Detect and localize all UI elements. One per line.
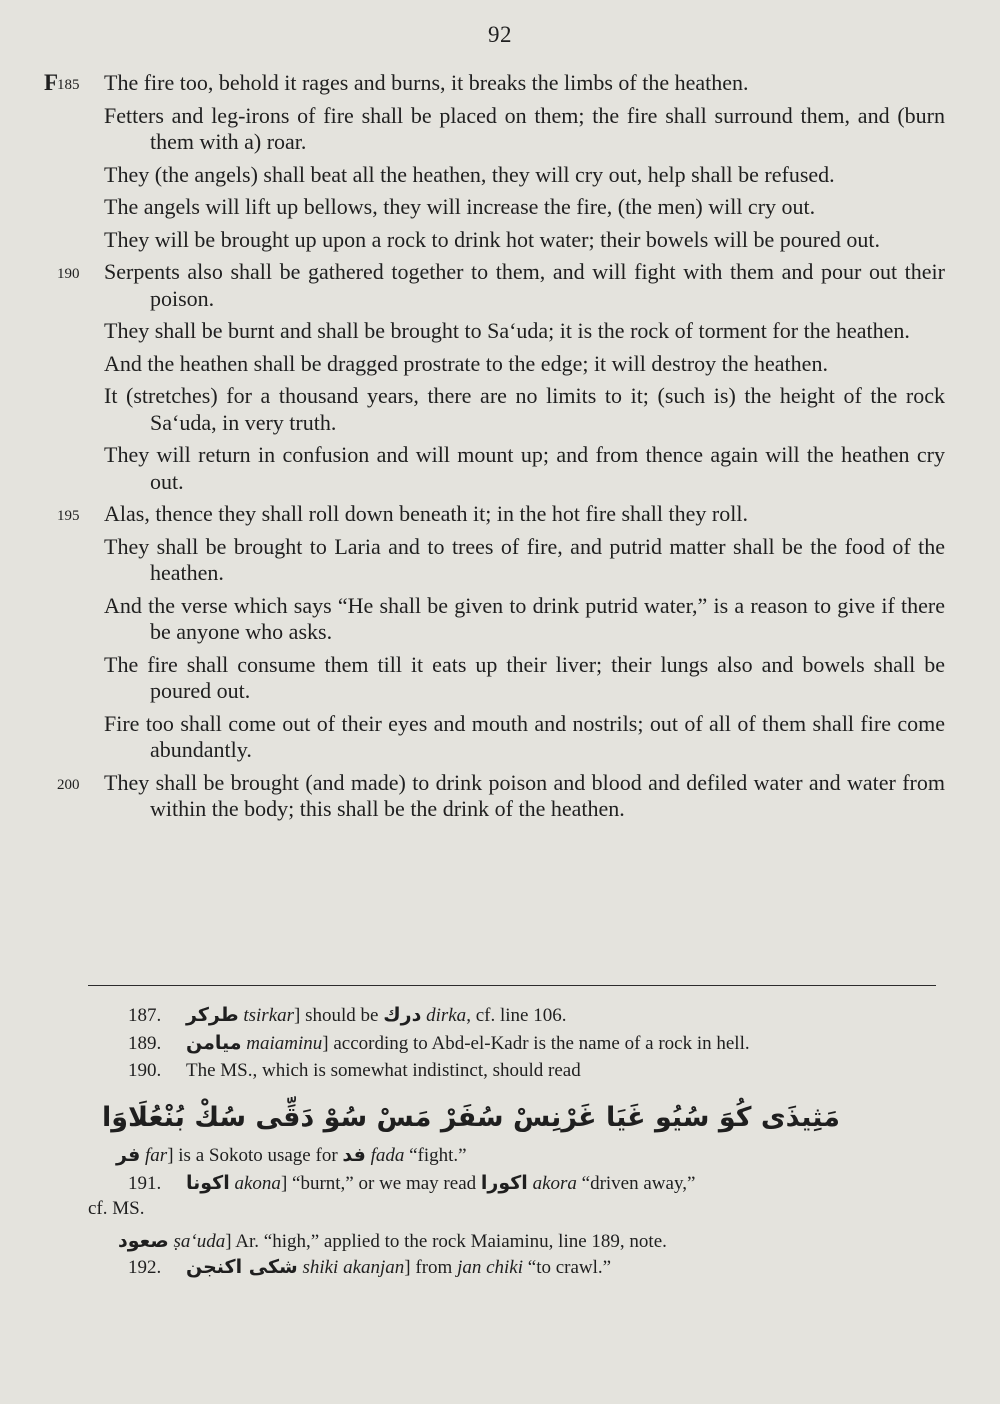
- verse-text: Alas, thence they shall roll down beneath it; in the hot fire shall they roll.: [104, 501, 748, 526]
- footnote-far: [116, 1144, 467, 1167]
- arabic-word: صعود: [118, 1230, 169, 1252]
- verse-line: [104, 194, 945, 221]
- footnote-192: [128, 1256, 611, 1279]
- line-number: 195: [57, 508, 80, 524]
- note-text: “driven away,”: [576, 1173, 696, 1194]
- ajami-reading: مَثِيذَى كُوَ سُيُو غَيَا غَرْنِسْ سُفَرْ مَسْ سُوْ دَقِّى سُكْ بُنْعُلَاوَا: [101, 1102, 840, 1133]
- verse-line: [104, 318, 945, 345]
- transliteration: akora: [532, 1173, 577, 1194]
- verse-line: [104, 592, 945, 646]
- arabic-word: اكورا: [480, 1172, 528, 1194]
- verse-text: Fetters and leg-irons of fire shall be placed on them; the fire shall surround them, and (burn them with a) roar.: [104, 102, 945, 154]
- note-number: 187.: [128, 1005, 162, 1026]
- arabic-word: فد: [342, 1144, 366, 1166]
- note-number: 189.: [128, 1033, 162, 1054]
- footnote-sauda: [118, 1230, 667, 1253]
- note-text: ] “burnt,” or we may read: [280, 1173, 481, 1194]
- note-text: “fight.”: [404, 1145, 467, 1166]
- note-text: , cf. line 106.: [466, 1005, 567, 1026]
- verse-text: They will return in confusion and will mount up; and from thence again will the heathen cry out.: [104, 442, 945, 494]
- transliteration: tsirkar: [243, 1005, 295, 1026]
- footnote-187: [128, 1004, 566, 1027]
- line-number: 190: [57, 266, 80, 282]
- arabic-word: طركر: [186, 1004, 239, 1026]
- footnote-cf-ms: cf. MS.: [88, 1198, 145, 1219]
- verse-line: [57, 259, 945, 312]
- transliteration: far: [145, 1145, 168, 1166]
- line-number: 185: [57, 77, 80, 93]
- signature-mark: F: [44, 70, 59, 95]
- transliteration: ṣa‘uda: [173, 1231, 226, 1252]
- note-text: “to crawl.”: [523, 1257, 612, 1278]
- verse-text: And the verse which says “He shall be given to drink putrid water,” is a reason to give if there be anyone who asks.: [104, 592, 945, 644]
- note-number: 190.: [128, 1060, 162, 1081]
- footnote-rule: [88, 985, 936, 986]
- verse-line: [104, 161, 945, 189]
- line-number: 200: [57, 776, 80, 793]
- verse-line: [57, 70, 945, 97]
- transliteration: fada: [370, 1145, 405, 1166]
- verse-text: They will be brought up upon a rock to drink hot water; their bowels will be poured out.: [104, 226, 880, 252]
- note-text: ] Ar. “high,” applied to the rock Maiaminu, line 189, note.: [225, 1231, 667, 1252]
- verse-line: [104, 651, 945, 705]
- note-text: ] should be: [294, 1005, 384, 1026]
- verse-text: And the heathen shall be dragged prostrate to the edge; it will destroy the heathen.: [104, 350, 828, 376]
- transliteration: dirka: [426, 1005, 467, 1026]
- arabic-word: فر: [116, 1144, 141, 1166]
- note-text: ] from: [404, 1257, 458, 1278]
- verse-text: The fire shall consume them till it eats up their liver; their lungs also and bowels shall be poured out.: [104, 651, 945, 703]
- note-text: The MS., which is somewhat indistinct, should read: [186, 1060, 581, 1081]
- note-text: ] is a Sokoto usage for: [167, 1145, 343, 1166]
- footnote-190: [128, 1060, 581, 1082]
- verse-line: [57, 769, 945, 823]
- verse-text: Fire too shall come out of their eyes and mouth and nostrils; out of all of them shall fire come abundantly.: [104, 710, 945, 762]
- verse-line: [104, 442, 945, 495]
- verse-list: [0, 70, 1000, 823]
- transliteration: akona: [234, 1173, 281, 1194]
- verse-line: [104, 533, 945, 587]
- footnote-191: [128, 1172, 695, 1195]
- arabic-word: اكونا: [186, 1172, 230, 1194]
- verse-line: [104, 710, 945, 764]
- transliteration: shiki akanjan: [302, 1257, 405, 1278]
- page-number: 92: [488, 22, 512, 47]
- verse-text: The angels will lift up bellows, they will increase the fire, (the men) will cry out.: [104, 194, 816, 219]
- verse-line: [104, 226, 945, 254]
- verse-text: They (the angels) shall beat all the heathen, they will cry out, help shall be refused.: [104, 161, 835, 187]
- arabic-word: ميامن: [186, 1032, 242, 1054]
- arabic-word: درك: [383, 1004, 422, 1026]
- transliteration: jan chiki: [457, 1257, 524, 1278]
- arabic-word: شكى اكنجن: [186, 1256, 298, 1278]
- note-number: 192.: [128, 1257, 162, 1278]
- note-number: 191.: [128, 1173, 162, 1194]
- verse-text: They shall be brought to Laria and to trees of fire, and putrid matter shall be the food of the heathen.: [104, 533, 945, 585]
- transliteration: maiaminu: [246, 1033, 323, 1054]
- verse-text: They shall be brought (and made) to drink poison and blood and defiled water and water from within the body; this shall be the drink of the heathen.: [104, 769, 945, 821]
- verse-text: The fire too, behold it rages and burns, it breaks the limbs of the heathen.: [104, 70, 749, 95]
- verse-line: [57, 501, 945, 528]
- verse-line: [104, 102, 945, 156]
- verse-text: They shall be burnt and shall be brought to Sa‘uda; it is the rock of torment for the heathen.: [104, 318, 910, 343]
- footnote-189: [128, 1032, 750, 1055]
- verse-line: [104, 383, 945, 436]
- verse-text: It (stretches) for a thousand years, there are no limits to it; (such is) the height of the rock Sa‘uda, in very truth.: [104, 383, 945, 435]
- verse-line: [104, 350, 945, 378]
- note-text: ] according to Abd-el-Kadr is the name of a rock in hell.: [322, 1033, 750, 1054]
- verse-text: Serpents also shall be gathered together to them, and will fight with them and pour out their poison.: [104, 259, 945, 311]
